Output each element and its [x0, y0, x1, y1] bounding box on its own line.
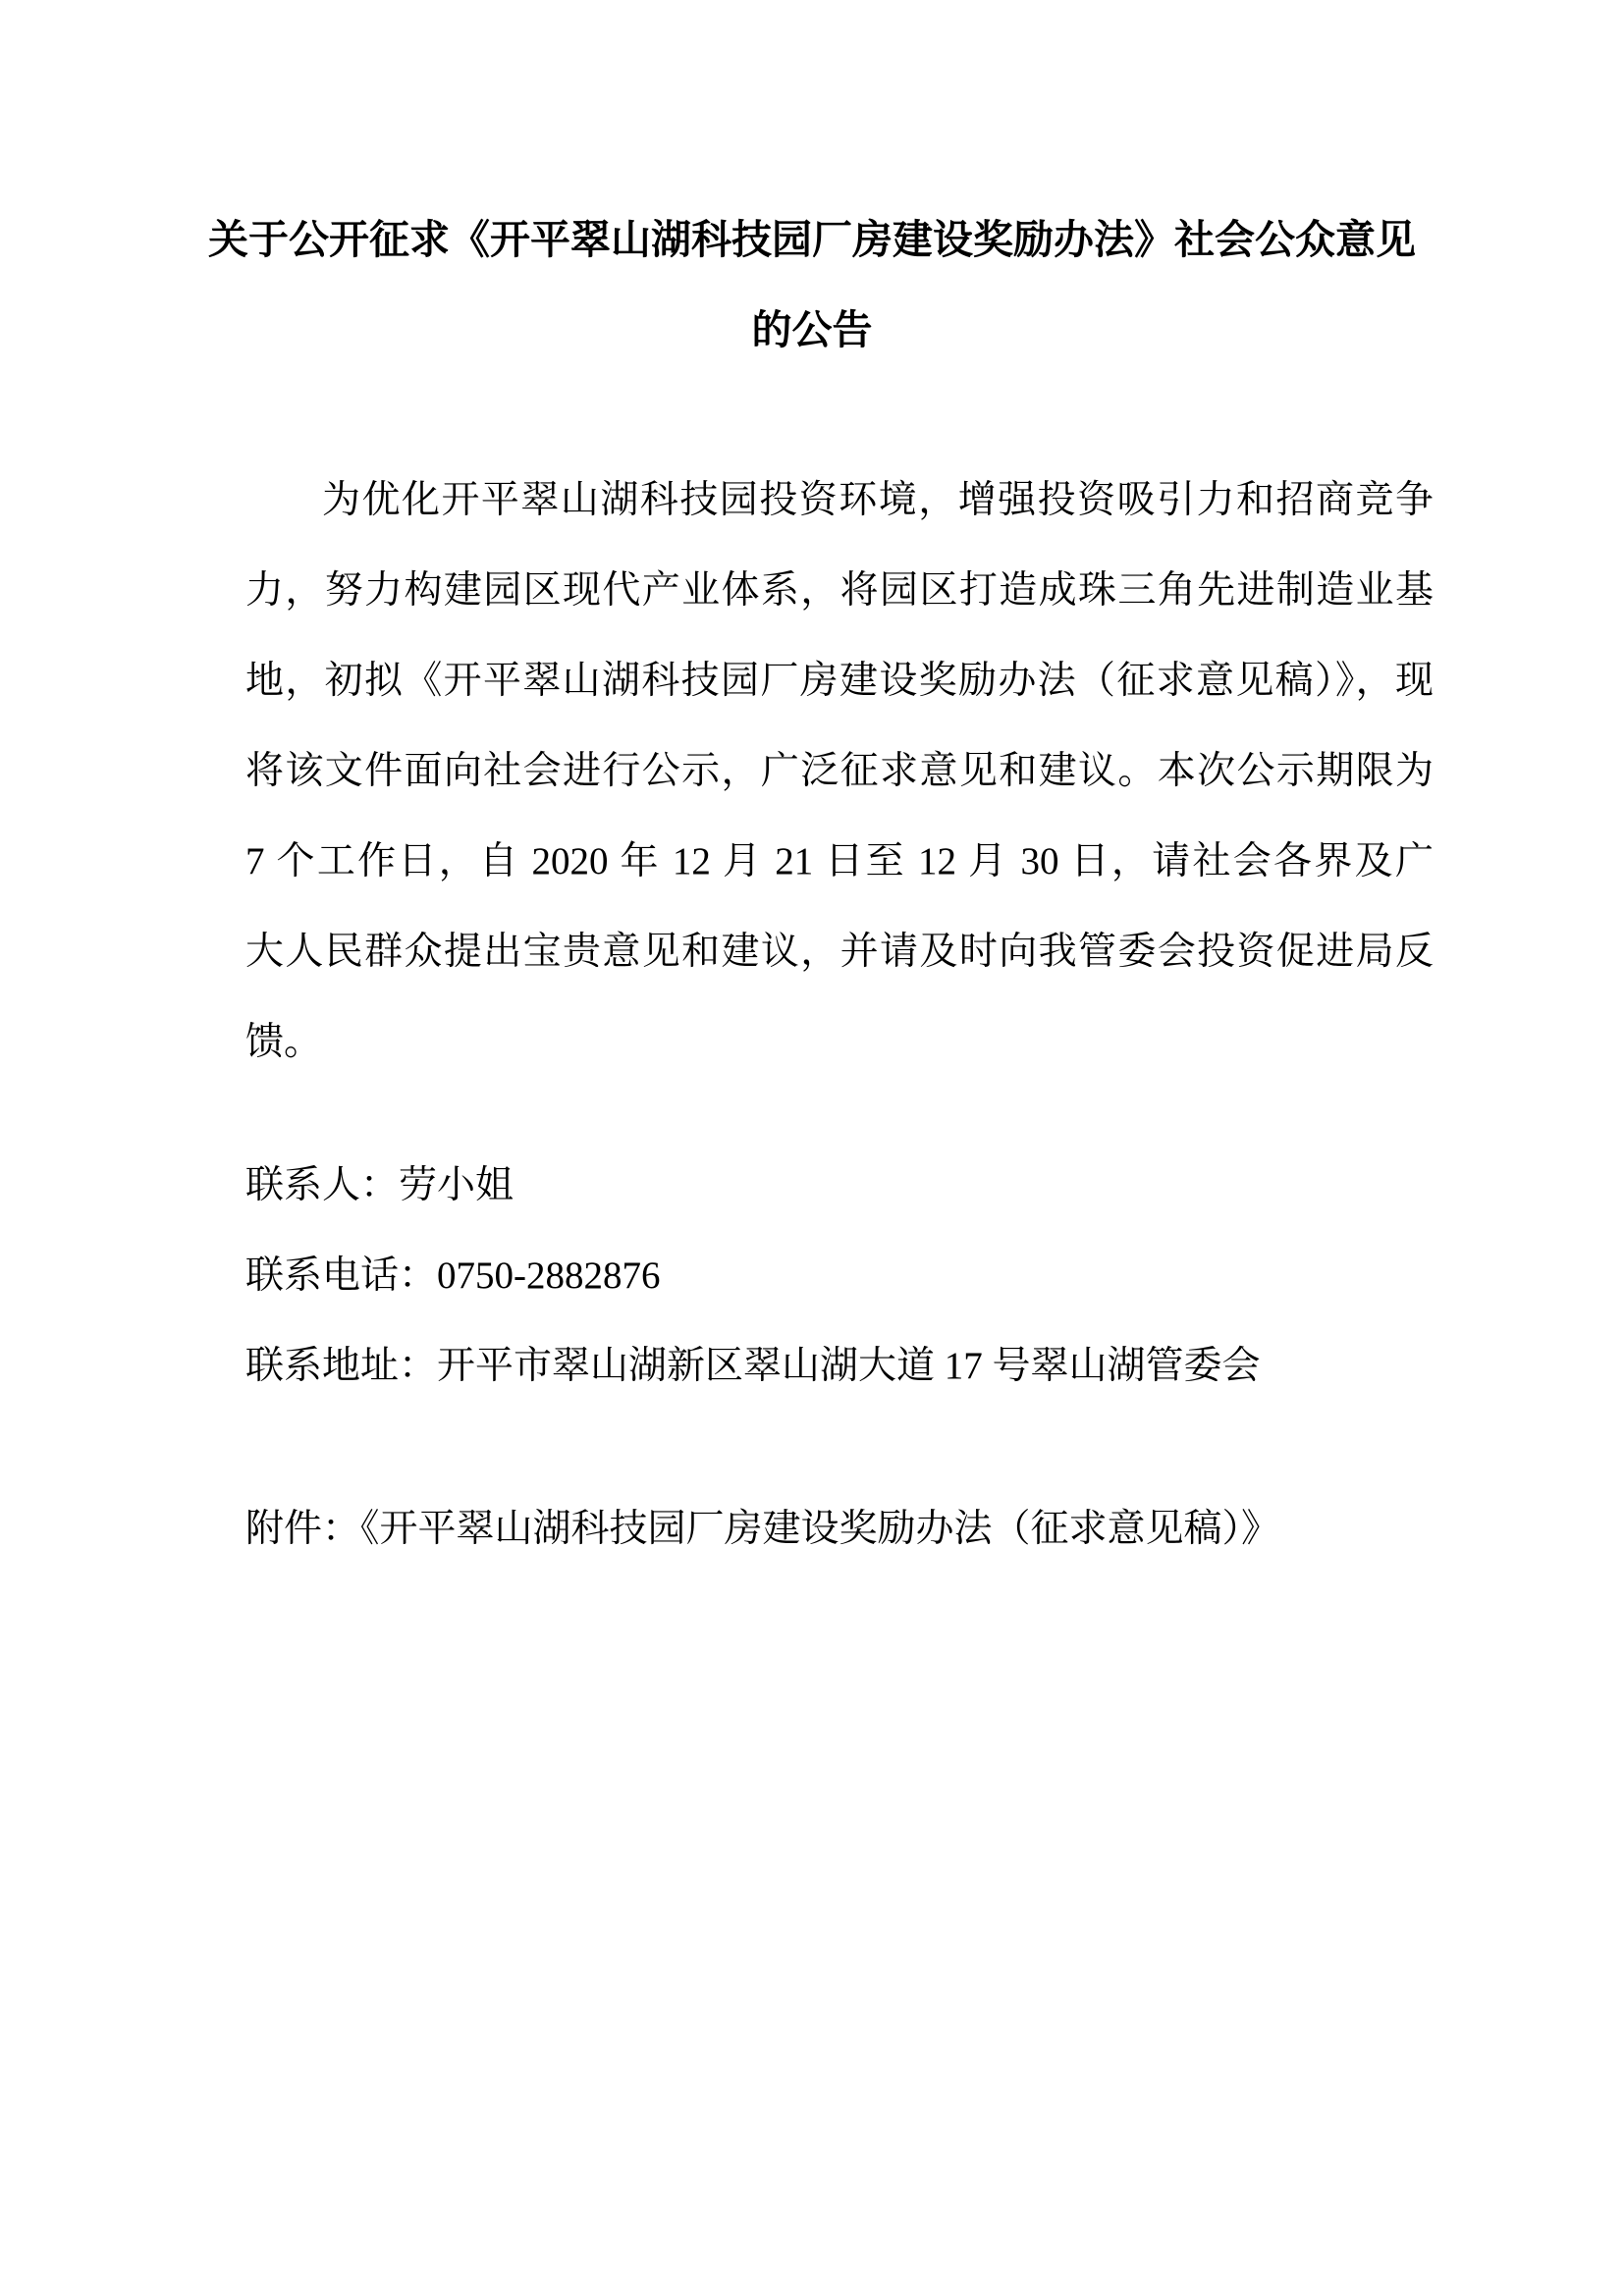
contact-phone-line: 联系电话：0750-2882876 [245, 1255, 661, 1297]
body-line: 将该文件面向社会进行公示，广泛征求意见和建议。本次公示期限为 [245, 750, 1434, 792]
body-line: 地，初拟《开平翠山湖科技园厂房建设奖励办法（征求意见稿）》，现 [245, 660, 1434, 702]
doc-title-line2: 的公告 [751, 307, 873, 352]
body-line: 力，努力构建园区现代产业体系，将园区打造成珠三角先进制造业基 [245, 569, 1434, 612]
body-line: 馈。 [245, 1021, 323, 1063]
body-line: 7 个工作日，自 2020 年 12 月 21 日至 12 月 30 日，请社会各界及广 [245, 840, 1434, 882]
contact-address-line: 联系地址：开平市翠山湖新区翠山湖大道 17 号翠山湖管委会 [245, 1345, 1261, 1387]
body-paragraph [245, 455, 1434, 1088]
contact-person-line: 联系人：劳小姐 [245, 1164, 514, 1206]
attachment-line: 附件：《开平翠山湖科技园厂房建设奖励办法（征求意见稿）》 [245, 1508, 1280, 1550]
doc-title-line1: 关于公开征求《开平翠山湖科技园厂房建设奖励办法》社会公众意见 [208, 217, 1416, 262]
body-line: 为优化开平翠山湖科技园投资环境，增强投资吸引力和招商竞争 [322, 479, 1434, 521]
doc-title [118, 0, 1506, 375]
contact-block [245, 1141, 1434, 1412]
body-line: 大人民群众提出宝贵意见和建议，并请及时向我管委会投资促进局反 [245, 931, 1434, 973]
